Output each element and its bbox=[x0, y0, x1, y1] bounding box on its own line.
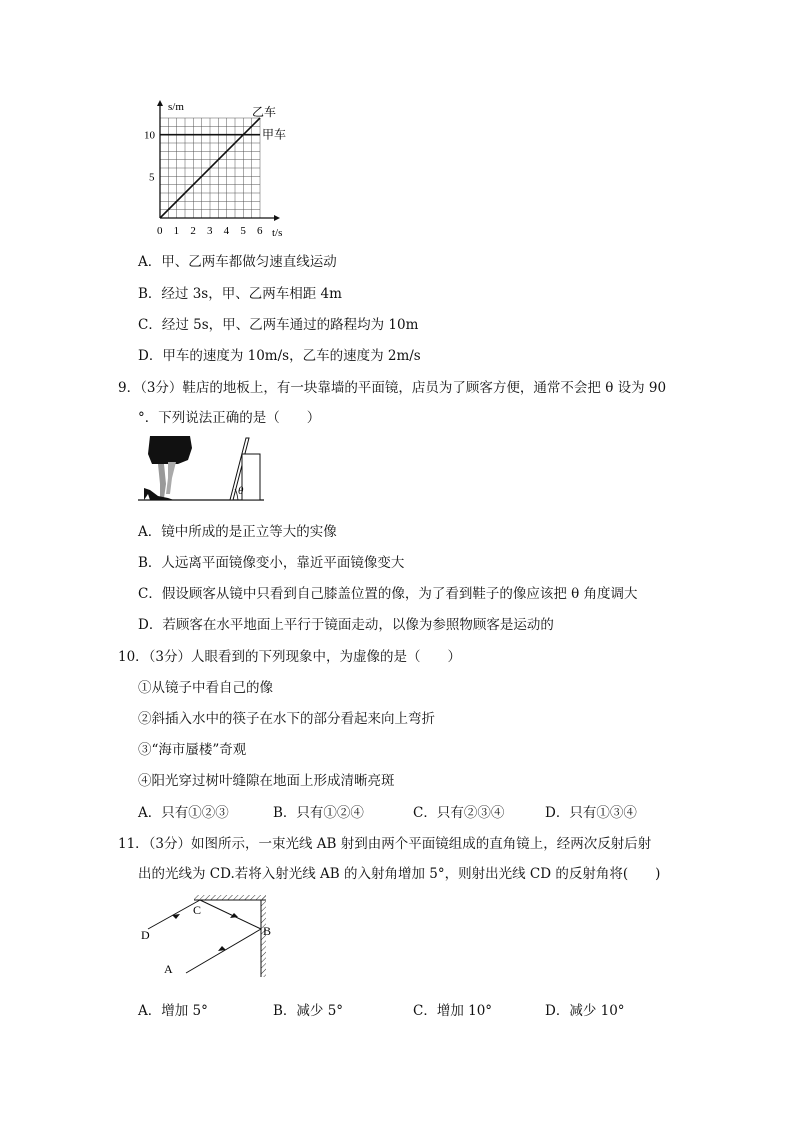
q10-item-4: ④阳光穿过树叶缝隙在地面上形成清晰亮斑 bbox=[138, 773, 395, 789]
q9-option-a[interactable]: A．镜中所成的是正立等大的实像 bbox=[138, 524, 337, 540]
q10-option-a[interactable]: A．只有①②③ bbox=[138, 805, 229, 821]
x-axis-arrow-icon bbox=[274, 215, 280, 221]
q9-stem-line2: °．下列说法正确的是（ ） bbox=[138, 410, 321, 426]
q11-option-b[interactable]: B．减少 5° bbox=[273, 1003, 344, 1019]
q9-option-c[interactable]: C．假设顾客从镜中只看到自己膝盖位置的像，为了看到鞋子的像应该把 θ 角度调大 bbox=[138, 586, 638, 602]
q10-option-b[interactable]: B．只有①②④ bbox=[273, 805, 364, 821]
q10-item-2: ②斜插入水中的筷子在水下的部分看起来向上弯折 bbox=[138, 711, 435, 727]
label-d: D bbox=[141, 928, 150, 942]
x-tick-label: 3 bbox=[207, 225, 213, 237]
q11-option-c[interactable]: C．增加 10° bbox=[413, 1003, 493, 1019]
x-tick-label: 6 bbox=[257, 225, 263, 237]
q11-figure bbox=[138, 893, 288, 983]
q9-figure bbox=[138, 434, 278, 504]
q8-option-b[interactable]: B．经过 3s，甲、乙两车相距 4m bbox=[138, 286, 342, 302]
q9-stem-line1: 9．（3分）鞋店的地板上，有一块靠墙的平面镜，店员为了顾客方便，通常不会把 θ 设为 90 bbox=[118, 380, 667, 396]
customer-leg-icon bbox=[158, 464, 166, 498]
y-tick-label: 10 bbox=[144, 129, 155, 142]
customer-skirt-icon bbox=[148, 436, 192, 464]
q10-item-1: ①从镜子中看自己的像 bbox=[138, 680, 273, 696]
ray-ab bbox=[186, 929, 261, 973]
x-tick-label: 5 bbox=[240, 225, 246, 237]
q10-item-3: ③“海市蜃楼”奇观 bbox=[138, 742, 247, 758]
ray-bc bbox=[200, 900, 261, 929]
wall-box bbox=[242, 454, 260, 500]
customer-leg2-icon bbox=[166, 462, 176, 494]
q9-option-b[interactable]: B．人远离平面镜像变小，靠近平面镜像变大 bbox=[138, 555, 405, 571]
q10-stem: 10．（3分）人眼看到的下列现象中，为虚像的是（ ） bbox=[118, 649, 462, 665]
x-axis-label: t/s bbox=[272, 227, 283, 239]
theta-label: θ bbox=[238, 485, 244, 497]
top-mirror bbox=[194, 895, 266, 900]
q11-stem-line2: 出的光线为 CD.若将入射光线 AB 的入射角增加 5°，则射出光线 CD 的反射角将( ) bbox=[138, 866, 661, 882]
x-tick-label: 1 bbox=[173, 225, 180, 237]
q8-chart bbox=[140, 100, 440, 240]
q8-option-d[interactable]: D．甲车的速度为 10m/s，乙车的速度为 2m/s bbox=[138, 348, 421, 364]
series-label-2: 乙车 bbox=[252, 105, 277, 119]
q9-option-d[interactable]: D．若顾客在水平地面上平行于镜面走动，以像为参照物顾客是运动的 bbox=[138, 617, 554, 633]
x-tick-label: 0 bbox=[157, 225, 163, 237]
q8-option-a[interactable]: A．甲、乙两车都做匀速直线运动 bbox=[138, 254, 337, 270]
label-b: B bbox=[263, 924, 272, 938]
label-a: A bbox=[164, 962, 173, 976]
series-label-1: 甲车 bbox=[262, 127, 287, 142]
q8-option-c[interactable]: C．经过 5s，甲、乙两车通过的路程均为 10m bbox=[138, 317, 419, 333]
x-tick-label: 2 bbox=[190, 225, 196, 237]
y-tick-label: 5 bbox=[149, 171, 155, 184]
q11-option-d[interactable]: D．减少 10° bbox=[545, 1003, 625, 1019]
y-axis-label: s/m bbox=[168, 101, 184, 113]
q11-option-a[interactable]: A．增加 5° bbox=[138, 1003, 208, 1019]
q10-option-c[interactable]: C．只有②③④ bbox=[413, 805, 505, 821]
y-axis-arrow-icon bbox=[157, 100, 163, 106]
q10-option-d[interactable]: D．只有①③④ bbox=[545, 805, 637, 821]
q11-stem-line1: 11．（3分）如图所示，一束光线 AB 射到由两个平面镜组成的直角镜上，经两次反射后射 bbox=[118, 836, 652, 852]
x-tick-label: 4 bbox=[223, 225, 230, 237]
label-c: C bbox=[193, 903, 202, 917]
